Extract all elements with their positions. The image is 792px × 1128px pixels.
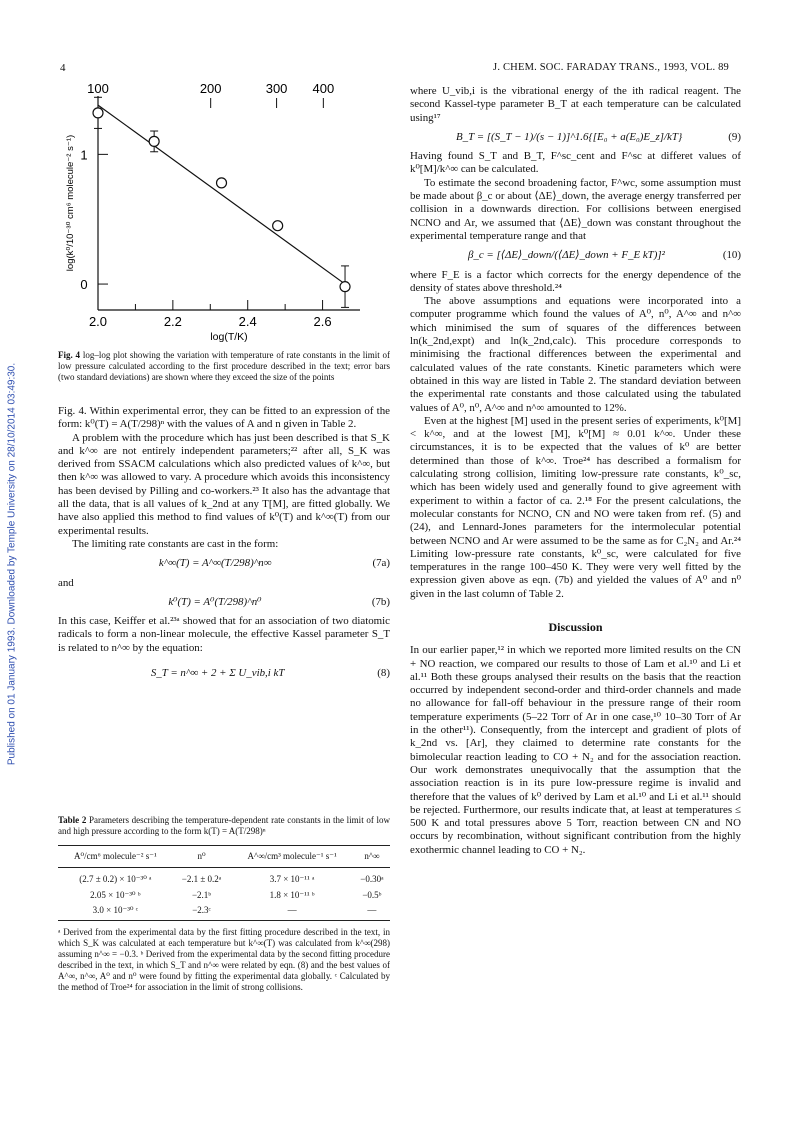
table-cell: — [230, 903, 353, 921]
equation-7b-number: (7b) [371, 595, 390, 608]
table-cell: −0.30ᵃ [360, 874, 384, 885]
table-row [58, 868, 390, 888]
table-label: Table 2 [58, 815, 87, 825]
equation-10 [410, 243, 741, 268]
table-cell: 1.8 × 10⁻¹¹ ᵇ [269, 889, 315, 900]
left-paragraph-2: A problem with the procedure which has just been described is that S_K and k^∞ are not entirely independent parameters;²² after all, S_K was derived from SSACM calculations which also predicted values of k^∞, but then k^∞ was allowed to vary. A procedure which avoids this inconsistency has been devised by Pilling and co-workers.²³ It also has the advantage that all the data, that is all values of k_2nd at any T[M], are fitted globally. We have also applied this method to find values of k⁰(T) and k^∞(T) from our experimental results. [58, 431, 390, 537]
table-header-Ainf: A^∞/cm³ molecule⁻¹ s⁻¹ [230, 846, 353, 868]
right-column [410, 85, 741, 857]
top-tick-label: 300 [265, 81, 288, 96]
and-text: and [58, 576, 74, 589]
equation-10-text: β_c = [⟨ΔE⟩_down/(⟨ΔE⟩_down + F_E kT)]² [467, 249, 665, 262]
y-tick-label: 1 [80, 147, 88, 163]
table-cell: −2.3ᶜ [173, 903, 231, 921]
table-header-A0: A⁰/cm⁶ molecule⁻² s⁻¹ [58, 846, 173, 868]
equation-9 [410, 125, 741, 150]
table-cell: 3.0 × 10⁻³⁰ ᶜ [58, 903, 173, 921]
y-tick-label: 0 [80, 277, 88, 293]
table-2-block [58, 815, 390, 993]
table-cell: — [354, 903, 390, 921]
equation-8-text: S_T = n^∞ + 2 + Σ U_vib,i kT [150, 667, 285, 680]
x-tick-label: 2.4 [238, 314, 257, 329]
figure-caption-text: log–log plot showing the variation with temperature of rate constants in the limit of low pressure calculated according to the first procedure described in the text; error bars (two standard deviations) are shown where they exceed the size of the points [58, 350, 391, 382]
page-number: 4 [60, 62, 66, 74]
table-cell: 3.7 × 10⁻¹¹ ᵃ [269, 874, 315, 885]
left-column [58, 350, 390, 692]
data-point [93, 108, 103, 118]
table-header-n0: n⁰ [173, 846, 231, 868]
equation-7a-number: (7a) [372, 557, 390, 570]
data-point [149, 136, 159, 146]
right-paragraph-2: Having found S_T and B_T, F^sc_cent and F^sc at differet values of k⁰[M]/k^∞ can be calculated. [410, 150, 741, 176]
equation-7b [58, 590, 390, 615]
x-tick-label: 2.0 [88, 314, 108, 329]
table-cell: −0.5ᵇ [362, 889, 382, 900]
equation-7a-text: k^∞(T) = A^∞(T/298)^n∞ [158, 557, 272, 570]
table-cell: (2.7 ± 0.2) × 10⁻³⁰ ᵃ [79, 874, 152, 885]
figure-label: Fig. 4 [58, 350, 81, 360]
table-cell: −2.1 ± 0.2ᵃ [181, 874, 222, 885]
equation-9-text: B_T = [(S_T − 1)/(s − 1)]^1.6{[E₀ + a(E₀)E_z]/kT} [456, 130, 683, 143]
right-paragraph-4: where F_E is a factor which corrects for the energy dependence of the density of states above threshold.²⁴ [410, 268, 741, 294]
data-point [273, 221, 283, 231]
right-paragraph-7: In our earlier paper,¹² in which we reported more limited results on the CN + NO reaction, we compared our results to those of Lam et al.¹⁰ and Li et al.¹¹ Both these groups analysed their results on the basis that the reaction occurred by independent second-order and third-order channels and made no allowance for fall-off behaviour in the pressure range of their room temperature experiments (5–22 Torr of Ar in one case,¹⁰ 10–30 Torr of Ar in the other¹¹). Consequently, from the intercept and gradient of plots of k_2nd vs. [Ar], they claimed to determine rate constants for the bimolecular reaction leading to CO + N₂ and for the association reaction. Our work demonstrates unequivocally that the assumption that the association reaction is in its pure low-pressure regime is invalid and therefore that the values of k⁰ derived by Lam et al.¹⁰ and Li et al.¹¹ should be rejected. Furthermore, our results indicate that, at least at temperatures ≤ 500 K and total pressures above 5 Torr, reaction between CN and NO occurs by recombination, without significant contribution from the highly exothermic channel leading to CO + N₂. [410, 644, 741, 856]
right-paragraph-6: Even at the highest [M] used in the present series of experiments, k⁰[M] < k^∞, and at the lowest [M], k⁰[M] ≈ 0.01 k^∞. Under these circumstances, it is to be expected that the values of k⁰ are better determined than those of k^∞. Troe²⁴ has described a formalism for calculating strong collision, limiting low-pressure rate constants, k⁰_sc, which has been widely used and generally found to give agreement with experiment to within a factor of ca. 2.¹⁸ For the present calculations, the molecular constants for NCNO, CN and NO were taken from ref. (5) and (24), and Lennard-Jones parameters for the intermolecular potential between NCNO and Ar were assumed to be the same as for C₂N₂ and Ar.²⁴ Limiting low-pressure rate constants, k⁰_sc, were calculated for five temperatures in the range 100–450 K. They were very well fitted by the expression given above as eqn. (7b) and yielded the values of A⁰ and n⁰ given in the last column of Table 2. [410, 414, 741, 600]
x-tick-label: 2.6 [313, 314, 332, 329]
x-tick-label: 2.2 [163, 314, 182, 329]
equation-10-number: (10) [722, 249, 741, 262]
right-paragraph-3: To estimate the second broadening factor, F^wc, some assumption must be made about β_c or about ⟨ΔE⟩_down, the average energy transferred per collision in a downwards direction. For collisions between energised NCNO and Ar, we assumed that ⟨ΔE⟩_down was constant throughout the experimental temperature range and that [410, 176, 741, 242]
discussion-heading: Discussion [548, 619, 603, 634]
journal-header: J. CHEM. SOC. FARADAY TRANS., 1993, VOL. 89 [493, 62, 729, 73]
table-caption [58, 815, 390, 837]
left-paragraph-1: Fig. 4. Within experimental error, they can be fitted to an expression of the form: k⁰(T) = A(T/298)ⁿ with the values of A and n given in Table 2. [58, 405, 390, 431]
fit-line [98, 105, 345, 284]
table-caption-text: Parameters describing the temperature-dependent rate constants in the limit of low and high pressure according to the form k(T) = A(T/298)ⁿ [58, 815, 391, 836]
table-row [58, 888, 390, 903]
equation-8 [58, 655, 390, 692]
data-point [340, 282, 350, 292]
table-cell: −2.1ᵇ [191, 889, 212, 900]
table-2 [58, 845, 390, 921]
download-sidebar [0, 0, 24, 1128]
figure-4-chart [60, 78, 398, 348]
top-tick-label: 100 [87, 81, 109, 96]
equation-8-number: (8) [377, 667, 390, 680]
equation-7a [58, 551, 390, 576]
left-paragraph-3: The limiting rate constants are cast in the form: [72, 537, 279, 550]
left-paragraph-4: In this case, Keiffer et al.²³ᵃ showed that for an association of two diatomic radicals to form a non-linear molecule, the effective Kassel parameter S_T is related to n^∞ by the equation: [58, 615, 390, 654]
equation-9-number: (9) [728, 130, 741, 143]
figure-caption [58, 350, 390, 383]
table-footnotes: ᵃ Derived from the experimental data by the first fitting procedure described in the text, in which S_K was calculated at each temperature but k^∞(T) was calculated from k^∞(298) assuming n^∞ = −0.3. ᵇ Derived from the experimental data by the second fitting procedure described in the text, in which S_T and n^∞ were related by eqn. (8) and the best values of A^∞, n^∞, A⁰ and n⁰ were found by fitting the experimental data globally. ᶜ Calculated by the method of Troe²⁴ for association in the limit of strong collisions. [58, 927, 390, 993]
sidebar-text[interactable]: Published on 01 January 1993. Downloaded by Temple University on 28/10/2014 03:49:30. [6, 362, 18, 766]
table-header-ninf: n^∞ [354, 846, 390, 868]
right-paragraph-5: The above assumptions and equations were incorporated into a computer programme which found the values of A⁰, n⁰, A^∞ and n^∞ which minimised the sum of squares of the differences between ln(k_2nd,expt) and ln(k_2nd,calc). This procedure corresponds to minimising the fractional differences between the experimental and calculated values of the rate constants. Kinetic parameters which were obtained in this way are listed in Table 2. The standard deviation between the experimental rate constants and those calculated using the tabulated values of A⁰, n⁰, A^∞ and n^∞ amounted to 12%. [410, 295, 741, 414]
data-point [217, 178, 227, 188]
top-tick-label: 400 [312, 81, 335, 96]
table-cell: 2.05 × 10⁻³⁰ ᵇ [90, 889, 141, 900]
x-axis-label: log(T/K) [210, 331, 248, 343]
top-tick-label: 200 [199, 81, 222, 96]
table-row [58, 903, 390, 921]
equation-7b-text: k⁰(T) = A⁰(T/298)^n⁰ [168, 595, 262, 608]
y-axis-label: log(k⁰/10⁻³⁰ cm⁶ molecule⁻² s⁻¹) [65, 134, 76, 272]
right-paragraph-1: where U_vib,i is the vibrational energy of the ith radical reagent. The second Kassel-type parameter B_T at each temperature can be calculated using¹⁷ [410, 85, 741, 124]
